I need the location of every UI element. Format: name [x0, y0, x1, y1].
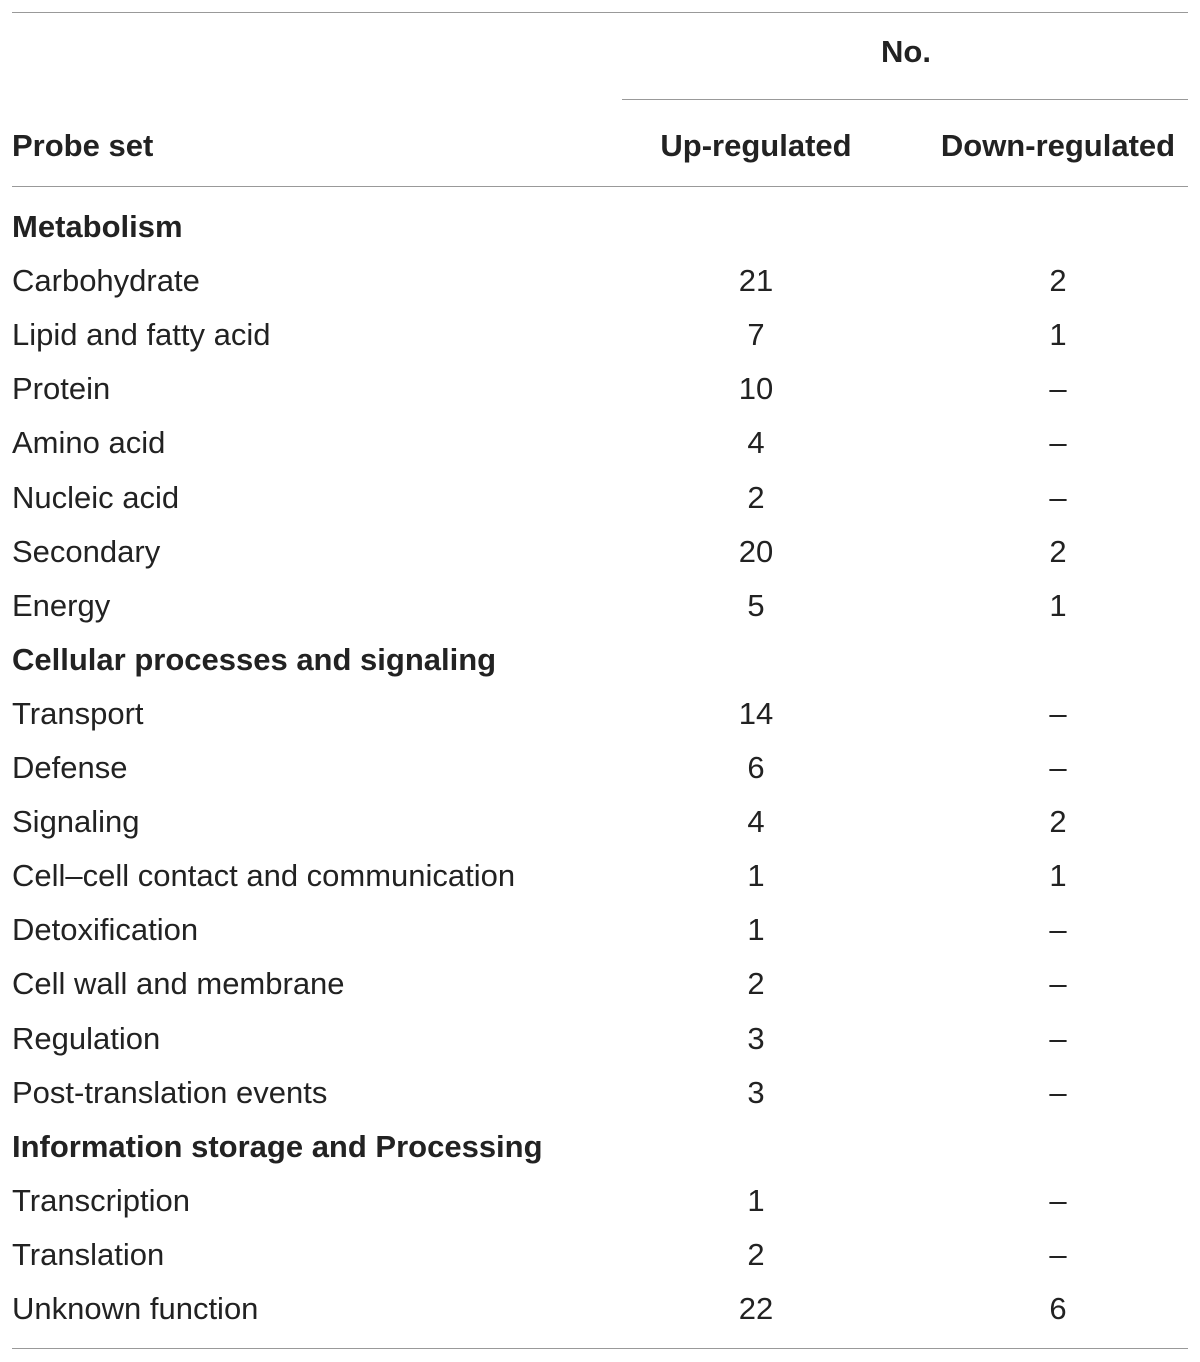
table-row: [0, 903, 1200, 957]
down-regulated-count: –: [1049, 1074, 1067, 1110]
down-regulated-count: –: [1049, 966, 1067, 1002]
up-regulated-count: 21: [738, 263, 774, 299]
header-down-regulated: Down-regulated: [940, 128, 1176, 163]
probe-set-label: Cell–cell contact and communication: [12, 858, 516, 894]
up-regulated-count: 10: [738, 371, 774, 407]
up-regulated-count: 3: [747, 1020, 765, 1056]
section-header-row: [0, 633, 1200, 687]
table-row: [0, 741, 1200, 795]
down-regulated-count: –: [1049, 750, 1067, 785]
table-row: [0, 308, 1200, 362]
probe-set-label: Regulation: [12, 1020, 161, 1056]
table-row: [0, 795, 1200, 849]
probe-set-label: Cell wall and membrane: [12, 966, 345, 1002]
down-regulated-count: –: [1049, 425, 1067, 461]
up-regulated-count: 1: [747, 912, 765, 948]
table-bottom-rule: [12, 1348, 1188, 1349]
down-regulated-count: –: [1049, 479, 1067, 515]
probe-set-label: Energy: [12, 587, 111, 623]
table-row: [0, 579, 1200, 633]
down-regulated-count: 2: [1049, 263, 1067, 299]
up-regulated-count: 7: [747, 317, 765, 353]
down-regulated-count: –: [1049, 1182, 1067, 1218]
table-row: [0, 416, 1200, 470]
probe-set-label: Detoxification: [12, 912, 199, 948]
down-regulated-count: 1: [1049, 858, 1067, 894]
probe-set-label: Transcription: [12, 1182, 191, 1218]
up-regulated-count: 6: [747, 750, 765, 785]
down-regulated-count: 2: [1049, 533, 1067, 569]
down-regulated-count: –: [1049, 912, 1067, 948]
table-row: [0, 362, 1200, 416]
table-row: [0, 849, 1200, 903]
probe-set-label: Carbohydrate: [12, 263, 200, 299]
column-group-header: No.: [881, 34, 931, 69]
section-label: Metabolism: [12, 209, 183, 244]
table-row: [0, 1174, 1200, 1228]
up-regulated-count: 3: [747, 1074, 765, 1110]
down-regulated-count: –: [1049, 1020, 1067, 1056]
table-row: [0, 471, 1200, 525]
up-regulated-count: 14: [738, 695, 774, 731]
probe-set-label: Post-translation events: [12, 1074, 328, 1110]
up-regulated-count: 22: [738, 1291, 774, 1326]
probe-set-label: Secondary: [12, 533, 161, 569]
up-regulated-count: 20: [738, 533, 774, 569]
probe-set-label: Translation: [12, 1236, 165, 1272]
header-probe-set: Probe set: [12, 128, 154, 163]
down-regulated-count: –: [1049, 695, 1067, 731]
table-row: [0, 254, 1200, 308]
probe-set-label: Defense: [12, 750, 128, 785]
table-row: [0, 687, 1200, 741]
up-regulated-count: 4: [747, 804, 765, 840]
probe-set-label: Lipid and fatty acid: [12, 317, 271, 353]
probe-set-label: Amino acid: [12, 425, 166, 461]
section-label: Cellular processes and signaling: [12, 641, 497, 677]
header-up-regulated: Up-regulated: [660, 128, 852, 163]
down-regulated-count: 2: [1049, 804, 1067, 840]
probe-set-label: Nucleic acid: [12, 479, 180, 515]
table-row: [0, 1282, 1200, 1336]
section-header-row: [0, 1120, 1200, 1174]
table-row: [0, 525, 1200, 579]
up-regulated-count: 2: [747, 1236, 765, 1272]
probe-set-label: Unknown function: [12, 1291, 259, 1326]
table-row: [0, 1066, 1200, 1120]
up-regulated-count: 4: [747, 425, 765, 461]
up-regulated-count: 2: [747, 479, 765, 515]
down-regulated-count: –: [1049, 1236, 1067, 1272]
up-regulated-count: 2: [747, 966, 765, 1002]
down-regulated-count: 1: [1049, 587, 1067, 623]
table-row: [0, 1012, 1200, 1066]
up-regulated-count: 5: [747, 587, 765, 623]
section-header-row: [0, 200, 1200, 254]
probe-set-label: Protein: [12, 371, 111, 407]
probe-set-label: Transport: [12, 695, 144, 731]
down-regulated-count: 6: [1049, 1291, 1067, 1326]
up-regulated-count: 1: [747, 1182, 765, 1218]
down-regulated-count: –: [1049, 371, 1067, 407]
table-row: [0, 1228, 1200, 1282]
up-regulated-count: 1: [747, 858, 765, 894]
down-regulated-count: 1: [1049, 317, 1067, 353]
section-label: Information storage and Processing: [12, 1128, 543, 1164]
probe-set-label: Signaling: [12, 804, 140, 840]
table-row: [0, 957, 1200, 1011]
